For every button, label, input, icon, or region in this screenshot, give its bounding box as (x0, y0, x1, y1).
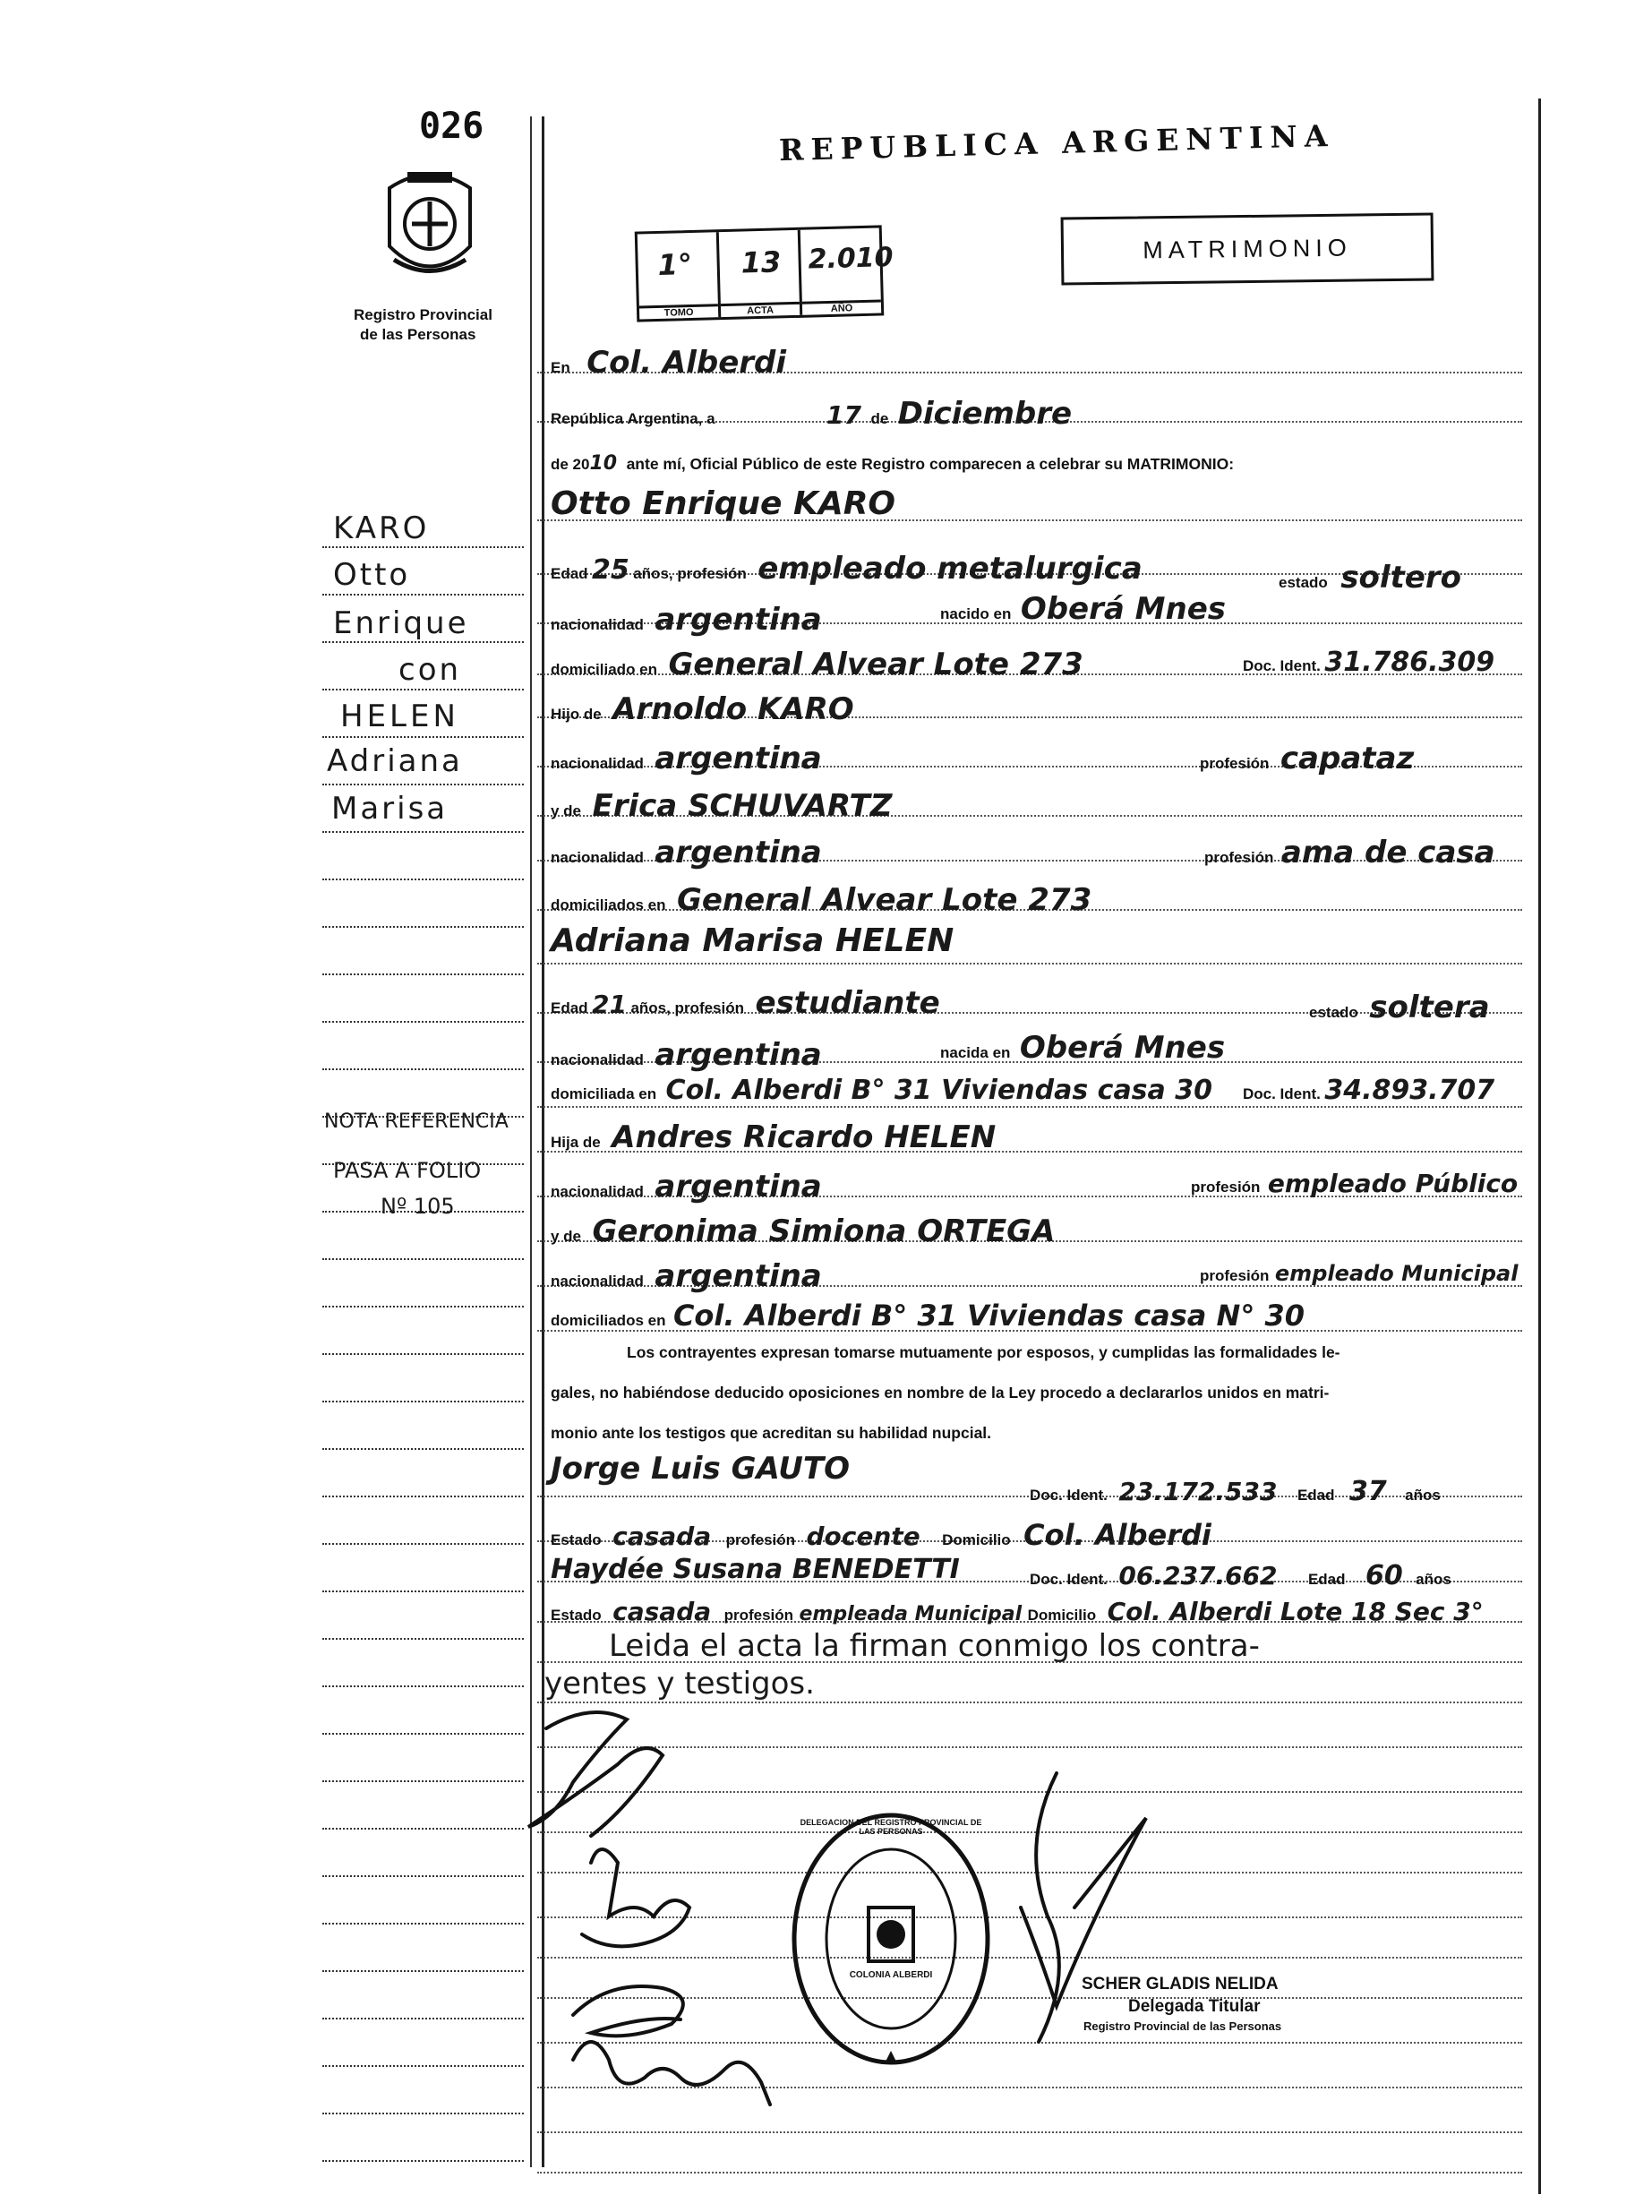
closing-line1: Leida el acta la firman conmigo los contra- (609, 1628, 1260, 1664)
bride-father-nac-label: nacionalidad (551, 1183, 644, 1200)
office-label-line2: de las Personas (360, 326, 476, 343)
witness1-domic-label: Domicilio (942, 1531, 1011, 1548)
official-title: Delegada Titular (1128, 1997, 1261, 2016)
office-label-line1: Registro Provincial (354, 306, 492, 323)
year-prefix: de 20 (551, 456, 590, 473)
groom-domic-label: domiciliado en (551, 661, 658, 678)
groom-name: Otto Enrique KARO (551, 485, 896, 522)
groom-mother-profession: ama de casa (1280, 835, 1495, 870)
margin-rule (322, 1733, 524, 1735)
groom-mother-nat-row (551, 835, 822, 870)
official-office: Registro Provincial de las Personas (1083, 2019, 1282, 2033)
margin-rule (322, 1923, 524, 1925)
margin-surname-groom: KARO (333, 510, 430, 546)
groom-father-nat-row (551, 741, 822, 776)
acta-value: 13 (740, 244, 782, 280)
margin-rule (322, 1780, 524, 1782)
margin-rule (322, 594, 524, 596)
witness1-prof-label: profesión (725, 1531, 796, 1548)
bride-mother-nat-row (551, 1258, 822, 1294)
bride-mother-prof-row (1200, 1261, 1518, 1286)
bride-parents-domicile-row (551, 1299, 1305, 1333)
bride-edad-label: Edad (551, 999, 588, 1016)
date-row (551, 396, 1072, 432)
margin-con: con (398, 652, 462, 688)
witness1-age: 37 (1348, 1476, 1387, 1507)
bride-nacida-label: nacida en (940, 1044, 1011, 1061)
bride-father: Andres Ricardo HELEN (612, 1119, 997, 1155)
groom-age: 25 (592, 554, 629, 586)
groom-doc-label: Doc. Ident. (1243, 657, 1321, 674)
witness1-doc-label: Doc. Ident. (1030, 1487, 1108, 1504)
declaration-line1: Los contrayentes expresan tomarse mutuamente por esposos, y cumplidas las formalidades le- (627, 1343, 1340, 1361)
bride-age: 21 (592, 990, 627, 1019)
witness1-marital: casada (612, 1522, 712, 1551)
margin-rule (322, 641, 524, 643)
bride-padre-label: Hija de (551, 1134, 601, 1151)
stamp-inner-text: COLONIA ALBERDI (849, 1970, 933, 1980)
margin-rule (322, 2160, 524, 2162)
intro-text: ante mí, Oficial Público de este Registro comparecen a celebrar su MATRIMONIO: (626, 455, 1235, 473)
groom-nacido-label: nacido en (940, 605, 1012, 622)
margin-rule (322, 1401, 524, 1402)
bride-parents-domic-label: domiciliados en (551, 1312, 666, 1329)
record-type-box (1061, 212, 1434, 285)
witness1-doc: 23.172.533 (1118, 1477, 1278, 1506)
margin-note-line2: PASA A FOLIO (333, 1158, 482, 1183)
tomo-value: 1° (657, 246, 693, 282)
declaration-line3: monio ante los testigos que acreditan su habilidad nupcial. (551, 1424, 992, 1442)
act-month: Diciembre (897, 396, 1073, 432)
margin-rule (322, 689, 524, 690)
groom-doc-row (1243, 647, 1494, 678)
margin-rule (322, 926, 524, 928)
signature-3 (573, 1986, 683, 2036)
groom-father-nationality: argentina (655, 741, 822, 776)
margin-rule (322, 2018, 524, 2019)
bride-profession: estudiante (755, 985, 940, 1021)
acta-label: ACTA (721, 302, 800, 317)
margin-rule (322, 831, 524, 833)
bride-estado (1309, 990, 1490, 1025)
margin-rule (322, 1353, 524, 1355)
groom-domicile: General Alvear Lote 273 (668, 647, 1083, 682)
bride-mother-profession: empleado Municipal (1274, 1261, 1519, 1286)
margin-rule (322, 546, 524, 548)
groom-mother-nac-label: nacionalidad (551, 849, 644, 866)
witness1-doc-row (1030, 1476, 1441, 1507)
margin-rule (322, 1638, 524, 1640)
witness2-doc: 06.237.662 (1118, 1561, 1278, 1590)
official-name: SCHER GLADIS NELIDA (1082, 1975, 1279, 1993)
witness2-marital: casada (612, 1597, 712, 1626)
margin-rule (322, 1875, 524, 1877)
groom-edad-label: Edad (551, 565, 588, 582)
bride-nationality: argentina (655, 1037, 822, 1073)
bride-madre-label: y de (551, 1228, 582, 1245)
bride-mother-row (551, 1213, 1055, 1249)
groom-estado-label: estado (1279, 574, 1328, 591)
tomo-cell (638, 232, 721, 319)
witness2-anios-label: años (1416, 1571, 1451, 1588)
ano-label: AÑO (802, 299, 881, 314)
bride-father-row (551, 1119, 996, 1155)
bride-birthplace: Oberá Mnes (1019, 1030, 1226, 1066)
groom-mother-prof-label: profesión (1204, 849, 1274, 866)
bride-father-profession: empleado Público (1267, 1169, 1519, 1198)
margin-rule (322, 736, 524, 738)
bride-nat-row (551, 1037, 822, 1073)
act-place: Col. Alberdi (586, 345, 787, 381)
signature-1 (528, 1712, 663, 1836)
bride-nac-label: nacionalidad (551, 1051, 644, 1068)
bride-parents-domicile: Col. Alberdi B° 31 Viviendas casa N° 30 (672, 1299, 1305, 1333)
groom-born-row (940, 591, 1226, 627)
groom-mother-nationality: argentina (655, 835, 822, 870)
ano-cell (800, 227, 894, 314)
bride-anios-label: años, profesión (630, 999, 745, 1016)
margin-middle-name-bride: Marisa (331, 791, 449, 827)
witness2-estado-row (551, 1597, 1484, 1626)
margin-rule (322, 1021, 524, 1023)
groom-parents-domicile-row (551, 882, 1091, 918)
country-heading: REPUBLICA ARGENTINA (778, 117, 1335, 168)
bride-father-nationality: argentina (655, 1169, 822, 1205)
bride-father-prof-row (1191, 1169, 1518, 1198)
bride-mother-prof-label: profesión (1200, 1267, 1270, 1284)
margin-rule (322, 1448, 524, 1450)
bride-mother-nationality: argentina (655, 1258, 822, 1294)
bride-doc-row (1243, 1075, 1494, 1106)
right-page-border (1538, 99, 1541, 2194)
closing-line2: yentes y testigos. (544, 1666, 815, 1702)
witness1-domicile: Col. Alberdi (1023, 1518, 1211, 1552)
margin-rule (322, 1685, 524, 1687)
margin-rule (322, 1828, 524, 1830)
signature-4 (573, 2042, 770, 2105)
margin-middle-name-groom: Enrique (333, 605, 469, 641)
bride-domic-label: domiciliada en (551, 1085, 657, 1102)
groom-father-profession: capataz (1280, 741, 1415, 776)
groom-marital: soltero (1340, 560, 1461, 596)
bride-domicile-row (551, 1075, 1212, 1106)
bride-domicile: Col. Alberdi B° 31 Viviendas casa 30 (665, 1075, 1212, 1106)
tomo-label: TOMO (639, 304, 718, 319)
bride-born-row (940, 1030, 1225, 1066)
en-label: En (551, 359, 570, 376)
margin-rule (322, 973, 524, 975)
groom-madre-label: y de (551, 802, 582, 819)
de-label: de (870, 410, 889, 427)
witness1-profession: docente (806, 1522, 920, 1551)
witness1-estado-label: Estado (551, 1531, 602, 1548)
acta-cell (719, 230, 802, 317)
stamp-ring-text: DELEGACION DEL REGISTRO PROVINCIAL DE LAS PERSONAS (800, 1818, 982, 1836)
groom-parents-domic-label: domiciliados en (551, 896, 666, 913)
groom-doc: 31.786.309 (1324, 647, 1495, 678)
margin-surname-bride: HELEN (340, 699, 459, 734)
groom-nat-row (551, 602, 822, 638)
groom-father-row (551, 691, 854, 727)
witness1-estado-row (551, 1518, 1211, 1552)
margin-rule (322, 1543, 524, 1545)
witness2-doc-label: Doc. Ident. (1030, 1571, 1108, 1588)
margin-rule (322, 1306, 524, 1307)
ruled-line (537, 963, 1522, 965)
margin-rule (322, 1068, 524, 1070)
en-row (551, 345, 786, 381)
groom-estado (1279, 560, 1461, 596)
groom-birthplace: Oberá Mnes (1020, 591, 1226, 627)
margin-rule (322, 784, 524, 785)
folio-number: 026 (419, 106, 484, 147)
groom-parents-domicile: General Alvear Lote 273 (676, 882, 1092, 918)
groom-father-nac-label: nacionalidad (551, 755, 644, 772)
margin-rule (322, 879, 524, 880)
province-coat-of-arms (376, 161, 484, 291)
groom-mother-prof-row (1204, 835, 1495, 870)
bride-age-row (551, 985, 940, 1021)
ano-value: 2.010 (808, 242, 894, 276)
witness2-estado-label: Estado (551, 1607, 602, 1624)
groom-mother-row (551, 788, 892, 824)
ruled-line (537, 2172, 1522, 2173)
ruled-line (537, 1106, 1522, 1108)
bride-mother: Geronima Simiona ORTEGA (592, 1213, 1056, 1249)
bride-father-prof-label: profesión (1191, 1179, 1261, 1196)
declaration-line2: gales, no habiéndose deducido oposiciones en nombre de la Ley procedo a declararlos unidos en matri- (551, 1384, 1330, 1402)
act-day: 17 (826, 400, 861, 430)
bride-estado-label: estado (1309, 1004, 1358, 1021)
groom-father-prof-label: profesión (1200, 755, 1270, 772)
official-stamp (788, 1809, 994, 2069)
year-row (551, 452, 1234, 475)
witness2-domic-label: Domicilio (1027, 1607, 1097, 1624)
groom-father-prof-row (1200, 741, 1414, 776)
groom-nac-label: nacionalidad (551, 616, 644, 633)
signature-2 (582, 1849, 689, 1946)
bride-mother-nac-label: nacionalidad (551, 1273, 644, 1290)
margin-first-name-bride: Adriana (327, 743, 463, 779)
tomo-acta-box (635, 225, 894, 322)
margin-rule (322, 1590, 524, 1592)
record-type-label: MATRIMONIO (1143, 234, 1352, 264)
signature-official (1021, 1773, 1146, 2042)
groom-anios-label: años, profesión (633, 565, 747, 582)
bride-doc-label: Doc. Ident. (1243, 1085, 1321, 1102)
groom-mother: Erica SCHUVARTZ (592, 788, 893, 824)
bride-name: Adriana Marisa HELEN (551, 922, 954, 959)
groom-father: Arnoldo KARO (612, 691, 854, 727)
groom-age-row (551, 551, 1143, 587)
bride-father-nat-row (551, 1169, 822, 1205)
bride-doc: 34.893.707 (1324, 1075, 1495, 1106)
bride-marital: soltera (1369, 990, 1490, 1025)
groom-profession: empleado metalurgica (758, 551, 1143, 587)
witness1-anios-label: años (1405, 1487, 1441, 1504)
groom-nationality: argentina (655, 602, 822, 638)
margin-first-name-groom: Otto (333, 557, 411, 593)
witness2-name: Haydée Susana BENEDETTI (551, 1554, 960, 1585)
act-year: 10 (589, 452, 618, 475)
witness1-name: Jorge Luis GAUTO (551, 1451, 851, 1487)
margin-rule (322, 2065, 524, 2067)
groom-padre-label: Hijo de (551, 706, 602, 723)
margin-rule (322, 2113, 524, 2114)
witness2-profession: empleada Municipal (799, 1603, 1023, 1625)
witness2-domicile: Col. Alberdi Lote 18 Sec 3° (1107, 1597, 1484, 1626)
witness2-age: 60 (1365, 1560, 1403, 1591)
witness2-edad-label: Edad (1307, 1571, 1346, 1588)
margin-rule (322, 1496, 524, 1497)
margin-note-line1: NOTA REFERENCIA (324, 1110, 509, 1133)
republica-label: República Argentina, a (551, 410, 715, 427)
witness2-doc-row (1030, 1560, 1451, 1591)
witness1-edad-label: Edad (1297, 1487, 1335, 1504)
margin-note-line3: Nº 105 (381, 1194, 455, 1219)
margin-rule (322, 1970, 524, 1972)
groom-domicile-row (551, 647, 1083, 682)
witness2-prof-label: profesión (723, 1607, 794, 1624)
margin-rule (322, 1258, 524, 1260)
